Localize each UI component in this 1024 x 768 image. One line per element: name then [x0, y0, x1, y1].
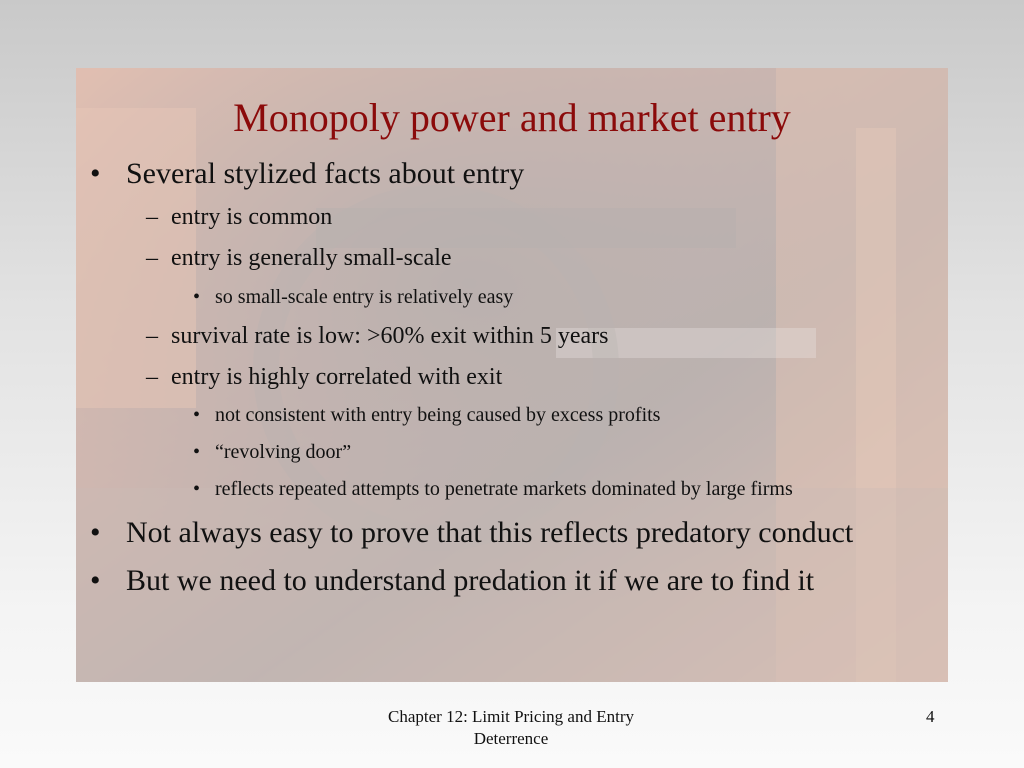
footer-chapter-line2: Deterrence [473, 729, 549, 748]
dash-marker: – [146, 364, 158, 390]
bullet-marker: • [193, 404, 201, 426]
bullet-item-level3: “revolving door” [215, 441, 352, 463]
bullet-marker: • [193, 441, 201, 463]
footer-chapter-line1: Chapter 12: Limit Pricing and Entry [388, 707, 634, 726]
bullet-marker: • [193, 286, 201, 308]
bullet-item-level2: entry is common [171, 204, 333, 230]
bullet-marker: • [90, 516, 101, 549]
footer-chapter-title [330, 706, 692, 750]
bullet-item-level2: entry is highly correlated with exit [171, 364, 503, 390]
bullet-marker: • [90, 157, 101, 190]
slide-title: Monopoly power and market entry [233, 95, 791, 140]
bullet-marker: • [90, 564, 101, 597]
bullet-item-level2: entry is generally small-scale [171, 245, 452, 271]
bullet-item-level1: Not always easy to prove that this reflects predatory conduct [126, 516, 854, 549]
bullet-marker: • [193, 478, 201, 500]
bullet-item-level1: But we need to understand predation it if we are to find it [126, 564, 815, 597]
bullet-item-level1: Several stylized facts about entry [126, 157, 525, 190]
bullet-item-level3: not consistent with entry being caused by excess profits [215, 404, 661, 426]
page-number: 4 [926, 707, 935, 726]
bullet-item-level3: reflects repeated attempts to penetrate markets dominated by large firms [215, 478, 793, 500]
dash-marker: – [146, 245, 158, 271]
bullet-item-level2: survival rate is low: >60% exit within 5 years [171, 323, 609, 349]
dash-marker: – [146, 323, 158, 349]
dash-marker: – [146, 204, 158, 230]
bullet-item-level3: so small-scale entry is relatively easy [215, 286, 514, 308]
